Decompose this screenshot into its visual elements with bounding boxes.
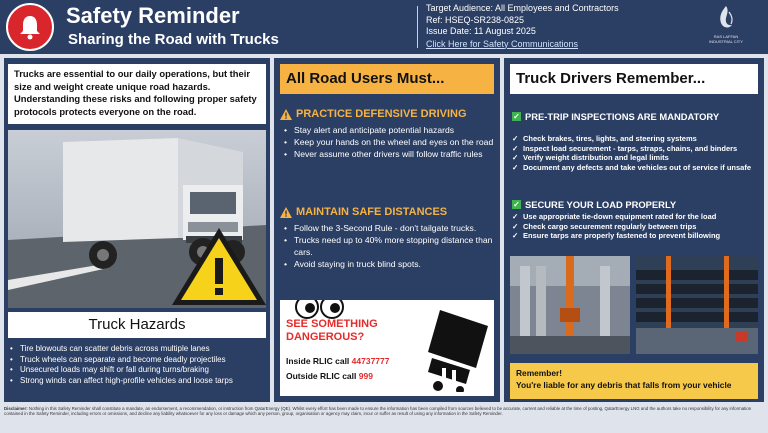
pre-trip-list — [512, 134, 760, 172]
header-info — [426, 3, 619, 50]
list-item: • Strong winds can affect high-profile vehicles and loose tarps — [10, 376, 266, 387]
eyes-icon — [294, 300, 346, 320]
section-heading-label: PRE-TRIP INSPECTIONS ARE MANDATORY — [525, 111, 720, 122]
list-item: • Never assume other drivers will follow traffic rules — [282, 148, 496, 160]
list-item: • Follow the 3-Second Rule - don't tailgate trucks. — [282, 222, 496, 234]
logo-text: RAS LAFFAN INDUSTRIAL CITY — [709, 34, 743, 44]
disclaimer-label: Disclaimer: — [4, 406, 28, 411]
company-logo — [702, 4, 750, 50]
truck-photo — [8, 130, 266, 308]
page-title: Safety Reminder — [66, 3, 240, 28]
secure-load-heading — [512, 199, 676, 210]
issue-date: Issue Date: 11 August 2025 — [426, 26, 536, 36]
overturned-truck-icon — [426, 306, 492, 392]
header-divider — [417, 6, 418, 48]
section-heading-label: PRACTICE DEFENSIVE DRIVING — [296, 108, 467, 120]
checkbox-icon: ✓ — [513, 112, 520, 121]
inside-call-line — [286, 356, 389, 366]
list-item: ✓ Inspect load securement - tarps, straps, chains, and binders — [512, 144, 760, 154]
list-item: ✓ Verify weight distribution and legal limits — [512, 153, 760, 163]
see-something-title: SEE SOMETHING DANGEROUS? — [286, 318, 378, 343]
remember-title: Remember! — [516, 368, 563, 378]
bell-icon — [6, 3, 54, 51]
header-banner — [0, 0, 768, 54]
list-item: • Stay alert and anticipate potential hazards — [282, 124, 496, 136]
defensive-driving-list — [282, 124, 496, 160]
hazard-list — [10, 344, 266, 386]
list-item: ✓ Check brakes, tires, lights, and steering systems — [512, 134, 760, 144]
reference-number: Ref: HSEQ-SR238-0825 — [426, 14, 525, 25]
list-item: ✓ Check cargo securement regularly between trips — [512, 222, 760, 232]
list-item: • Avoid staying in truck blind spots. — [282, 258, 496, 270]
target-audience: Target Audience: All Employees and Contractors — [426, 3, 619, 13]
road-users-title: All Road Users Must... — [280, 64, 494, 94]
list-item: • Unsecured loads may shift or fall during turns/braking — [10, 365, 266, 376]
section-heading-label: MAINTAIN SAFE DISTANCES — [296, 206, 448, 218]
list-item: • Truck wheels can separate and become deadly projectiles — [10, 355, 266, 366]
list-item: • Trucks need up to 40% more stopping distance than cars. — [282, 234, 496, 258]
disclaimer — [4, 406, 764, 417]
truck-drivers-title: Truck Drivers Remember... — [510, 64, 758, 94]
outside-call-line — [286, 371, 373, 381]
secured-pipes-photo — [636, 256, 758, 354]
remember-text: You're liable for any debris that falls from your vehicle — [516, 380, 732, 390]
page-subtitle: Sharing the Road with Trucks — [68, 31, 279, 48]
logo-icon — [715, 4, 737, 32]
remember-box — [510, 363, 758, 399]
truck-hazards-title: Truck Hazards — [8, 312, 266, 338]
safe-distances-heading — [280, 206, 447, 218]
inside-call-label: Inside RLIC call — [286, 356, 352, 366]
truck-hazards-column — [4, 58, 270, 402]
safe-distances-list — [282, 222, 496, 270]
list-item: • Keep your hands on the wheel and eyes on the road — [282, 136, 496, 148]
secure-load-list — [512, 212, 760, 241]
warning-icon — [280, 207, 292, 218]
see-something-box — [280, 300, 494, 396]
defensive-driving-heading — [280, 108, 467, 120]
truck-drivers-column — [504, 58, 764, 402]
list-item: • Tire blowouts can scatter debris across multiple lanes — [10, 344, 266, 355]
warning-icon — [280, 109, 292, 120]
safety-communications-link[interactable]: Click Here for Safety Communications — [426, 38, 579, 49]
outside-phone-number[interactable]: 999 — [358, 371, 373, 381]
road-users-column — [274, 58, 500, 402]
list-item: ✓ Use appropriate tie-down equipment rated for the load — [512, 212, 760, 222]
cargo-strap-photo — [510, 256, 630, 354]
section-heading-label: SECURE YOUR LOAD PROPERLY — [525, 199, 677, 210]
list-item: ✓ Document any defects and take vehicles out of service if unsafe — [512, 163, 760, 173]
disclaimer-text: Nothing in this Safety Reminder shall constitute a mandate, an endorsement, a recommendation, or instruction from QatarEnergy (QE). Whilst every effort has been made to ensure the information has been compiled from sources believed to be accurate, current and reliable at the time of posting, QatarEnergy LNG and the authors take no responsibility for any information contained in the Safety Reminder, including errors or omissions, and decline any liability whatsoever for any loss or damage which any person, group, organisation or agency may claim, incur or suffer as result of using any information in the Safety Reminder. — [4, 406, 752, 417]
checkbox-icon: ✓ — [513, 200, 520, 209]
outside-call-label: Outside RLIC call — [286, 371, 359, 381]
list-item: ✓ Ensure tarps are properly fastened to prevent billowing — [512, 231, 760, 241]
pre-trip-heading — [512, 111, 719, 122]
inside-phone-number[interactable]: 44737777 — [351, 356, 390, 366]
intro-text: Trucks are essential to our daily operations, but their size and weight create unique road hazards. Understanding these risks and following proper safety protocols protects everyone on the road. — [8, 64, 266, 124]
